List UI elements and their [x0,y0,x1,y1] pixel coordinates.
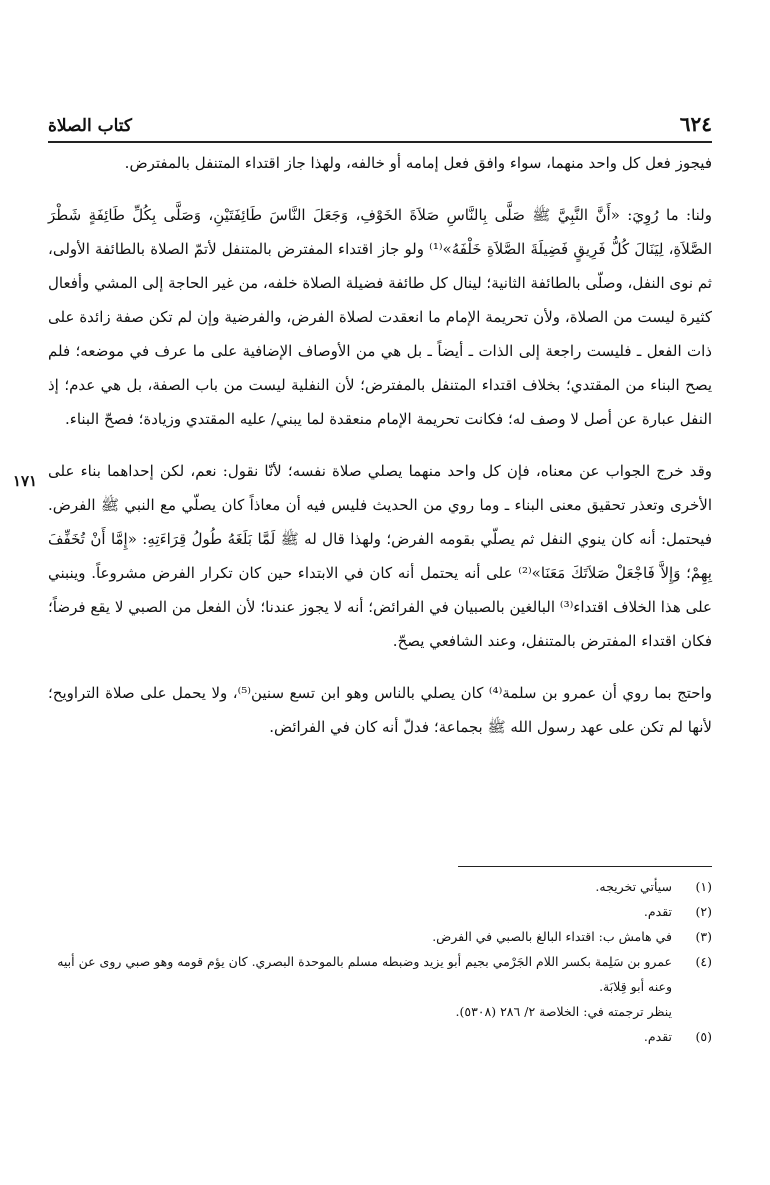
body-text [48,146,712,744]
running-header [48,96,712,136]
footnote-number: (١) [695,879,712,894]
footnote [48,949,712,1024]
footnote-text [48,899,672,924]
page-number: ٦٢٤ [679,112,712,136]
footnote [48,874,712,899]
footnote-number: (٣) [695,929,712,944]
footnote-text [48,874,672,899]
book-title: كتاب الصلاة [48,116,133,136]
paragraph: واحتج بما روي أن عمرو بن سلمة⁽⁴⁾ كان يصلي بالناس وهو ابن تسع سنين⁽⁵⁾، ولا يحمل على صلاة التراويح؛ لأنها لم تكن على عهد رسول الله ﷺ بجماعة؛ فدلّ أنه كان في الفرائض. [48,684,712,736]
footnote-line: عمرو بن سَلِمة بكسر اللام الجَرْمي بجيم أبو يزيد وضبطه مسلم بالموحدة البصري. كان يؤم قومه وهو صبي روى عن أبيه وعنه أبو قِلابَة. [57,954,672,994]
footnote-line: تقدم. [643,1029,672,1044]
footnote-number: (٥) [695,1029,712,1044]
paragraph: وقد خرج الجواب عن معناه، فإن كل واحد منهما يصلي صلاة نفسه؛ لأنّا نقول: نعم، لكن إحداهما بناء على الأخرى وتعذر تحقيق معنى البناء ـ وما روي من الحديث فليس فيه أن معاذاً كان يصلّي مع النبي ﷺ الفرض. فيحتمل: أنه كان ينوي النفل ثم يصلّي بقومه الفرض؛ ولهذا قال له ﷺ لَمَّا بَلَغَهُ طُولُ قِرَاءَتِهِ: «إِمَّا أَنْ تُخَفِّفَ بِهِمْ؛ وَإِلاَّ فَاجْعَلْ صَلاَتَكَ مَعَنَا»⁽²⁾ على أنه يحتمل أنه كان في الابتداء حين كان تكرار الفرض مشروعاً. وينبني على هذا الخلاف اقتداء⁽³⁾ البالغين بالصبيان في الفرائض؛ أنه لا يجوز عندنا؛ لأن الفعل من الصبي لا يقع فرضاً؛ فكان اقتداء المفترض بالمتنفل، وعند الشافعي يصحّ. [48,462,712,650]
footnote-line: تقدم. [643,904,672,919]
footnote-text [48,949,672,1024]
footnote-rule [458,866,712,867]
footnote [48,924,712,949]
paragraph: ولنا: ما رُوِيَ: «أَنَّ النَّبِيَّ ﷺ صَلَّى بِالنَّاسِ صَلاَةَ الخَوْفِ، وَجَعَلَ النَّاسَ طَائِفَتَيْنِ، وَصَلَّى بِكُلِّ طَائِفَةٍ شَطْرَ الصَّلاَةِ، لِيَنَالَ كُلُّ فَرِيقٍ فَضِيلَةَ الصَّلاَةِ خَلْفَهُ»⁽¹⁾ ولو جاز اقتداء المفترض بالمتنفل لأتمّ الصلاة بالطائفة الأولى، ثم نوى النفل، وصلّى بالطائفة الثانية؛ لينال كل طائفة فضيلة الصلاة خلفه، من غير الحاجة إلى المشي وأفعال كثيرة ليست من الصلاة، ولأن تحريمة الإمام ما انعقدت لصلاة الفرض، والفرضية وإن لم تكن صفة زائدة على ذات الفعل ـ فليست راجعة إلى الذات ـ أيضاً ـ بل هي من الأوصاف الإضافية على ما عرف في موضعه؛ فلم يصح البناء من المقتدي؛ بخلاف اقتداء المتنفل بالمفترض؛ لأن النفلية ليست من باب الصفة، بل هي عدم؛ إذ النفل عبارة عن أصل لا وصف له؛ فكانت تحريمة الإمام منعقدة لما يبني/ عليه المقتدي وزيادة؛ فصحّ البناء. [48,206,712,428]
footnotes [48,874,712,1049]
margin-page-reference: ١٧١ [12,472,38,490]
footnote-text [48,924,672,949]
footnote-line: سيأتي تخريجه. [595,879,672,894]
footnote [48,1024,712,1049]
footnote-number: (٢) [695,904,712,919]
footnote-line: ينظر ترجمته في: الخلاصة ٢/ ٢٨٦ (٥٣٠٨). [455,1004,672,1019]
header-rule [48,141,712,143]
footnote-text [48,1024,672,1049]
footnote [48,899,712,924]
paragraph: فيجوز فعل كل واحد منهما، سواء وافق فعل إمامه أو خالفه، ولهذا جاز اقتداء المتنفل بالمفترض. [124,154,712,172]
footnote-line: في هامش ب: اقتداء البالغ بالصبي في الفرض. [432,929,672,944]
footnote-number: (٤) [695,954,712,969]
